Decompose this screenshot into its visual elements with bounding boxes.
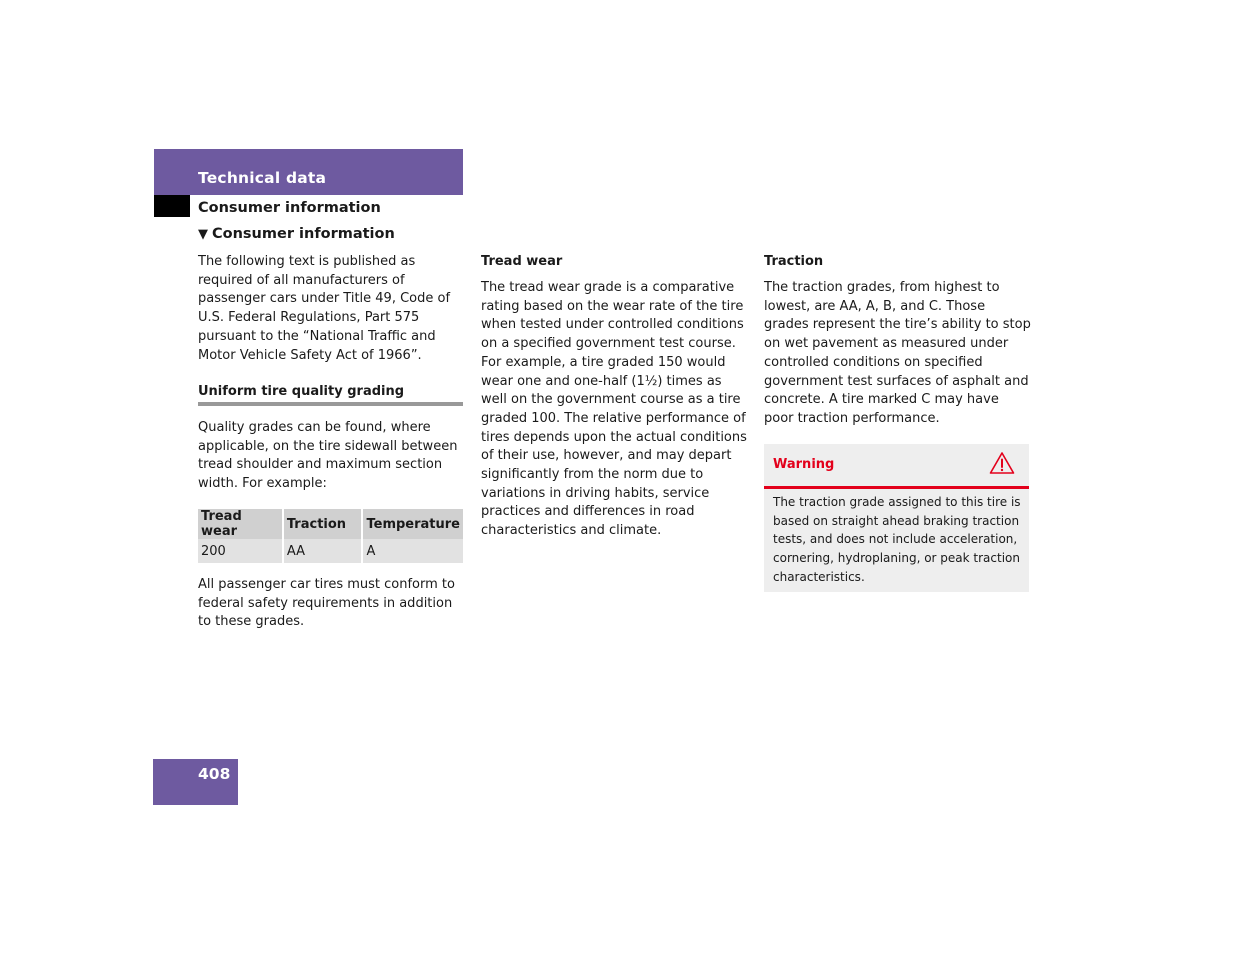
sub-title — [198, 226, 395, 242]
table-header-cell: Tread wear — [198, 509, 283, 539]
traction-paragraph: The traction grades, from highest to lowest, are AA, A, B, and C. Those grades represent the tire’s ability to stop on wet pavement as measured under controlled conditions on specified government test surfaces of asphalt and concrete. A tire marked C may have poor traction performance. — [764, 280, 1031, 426]
uniform-grading-heading: Uniform tire quality grading — [198, 384, 463, 406]
header-bar — [154, 149, 463, 195]
table-header-cell: Temperature — [362, 509, 463, 539]
table-header-cell: Traction — [283, 509, 363, 539]
page-number: 408 — [198, 765, 231, 783]
table-cell: A — [362, 539, 463, 563]
sub-title-text: Consumer information — [212, 226, 395, 242]
table-header-row — [198, 509, 463, 539]
page-number-box — [153, 759, 238, 805]
warning-header — [764, 444, 1029, 489]
triangle-marker-icon: ▼ — [198, 227, 208, 242]
section-title: Consumer information — [198, 200, 381, 216]
table-cell: 200 — [198, 539, 283, 563]
warning-label: Warning — [773, 457, 835, 472]
traction-heading: Traction — [764, 254, 824, 269]
section-marker-tab — [154, 195, 190, 217]
conform-paragraph: All passenger car tires must conform to federal safety requirements in addition to these grades. — [198, 577, 455, 630]
table-cell: AA — [283, 539, 363, 563]
uniform-grading-paragraph: Quality grades can be found, where applicable, on the tire sidewall between tread shoulder and maximum section width. For example: — [198, 420, 458, 492]
grades-table — [198, 509, 463, 563]
tread-wear-paragraph: The tread wear grade is a comparative rating based on the wear rate of the tire when tested under controlled conditions on a specified government test course. For example, a tire graded 150 would wear one and one-half (1½) times as well on the government course as a tire graded 100. The relative performance of tires depends upon the actual conditions of their use, however, and may depart significantly from the norm due to variations in driving habits, service practices and differences in road characteristics and climate. — [481, 280, 747, 539]
tread-wear-heading: Tread wear — [481, 254, 563, 269]
warning-text: The traction grade assigned to this tire is based on straight ahead braking traction tests, and does not include acceleration, cornering, hydroplaning, or peak traction characteristics. — [773, 495, 1021, 584]
header-title: Technical data — [198, 169, 327, 187]
warning-box — [764, 444, 1029, 592]
warning-triangle-icon — [989, 451, 1015, 479]
intro-paragraph: The following text is published as required of all manufacturers of passenger cars under Title 49, Code of U.S. Federal Regulations, Part 575 pursuant to the “National Traffic and Motor Vehicle Safety Act of 1966”. — [198, 254, 451, 363]
table-row — [198, 539, 463, 563]
